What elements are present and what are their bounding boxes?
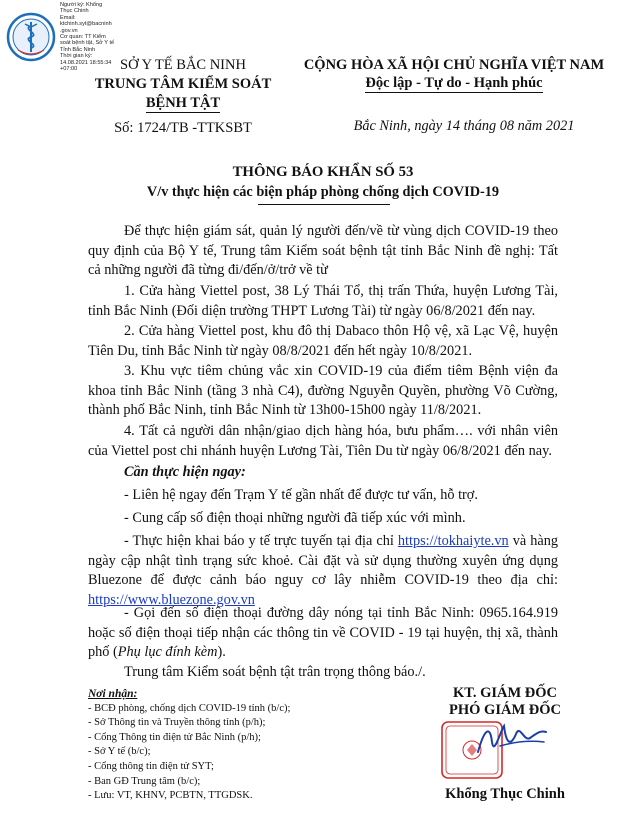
intro-paragraph: Để thực hiện giám sát, quản lý người đến/về từ vùng dịch COVID-19 theo quy định của Bộ Y tế, Trung tâm Kiểm soát bệnh tật tỉnh Bắc Ninh đề nghị: Tất cả những người đã từng đi/đến/ở/trở về từ xyxy=(88,223,558,278)
action-3: - Thực hiện khai báo y tế trực tuyến tại địa chỉ https://tokhaiyte.vn và hàng ngày cập nhật tình trạng sức khoẻ. Cài đặt và sử dụng thường xuyên ứng dụng Bluezone để được cảnh báo nguy cơ lây nhiễm COVID-19 theo địa chỉ: https://www.bluezone.gov.vn xyxy=(88,533,558,608)
org-name-line2: BỆNH TẬT xyxy=(145,95,221,111)
signature-line: Cơ quan: TT Kiểm xyxy=(60,34,106,41)
signer-role-1: KT. GIÁM ĐỐC xyxy=(452,685,558,701)
notice-title: THÔNG BÁO KHẨN SỐ 53 xyxy=(232,164,414,180)
signature-line: .gov.vn xyxy=(60,27,78,34)
national-motto: Độc lập - Tự do - Hạnh phúc xyxy=(365,75,543,91)
signature-line: Thời gian ký: xyxy=(60,53,93,60)
place-date: Bắc Ninh, ngày 14 tháng 08 năm 2021 xyxy=(353,118,575,134)
recipient-item: - Sở Y tế (b/c); xyxy=(88,746,151,758)
recipient-item: - Sở Thông tin và Truyền thông tỉnh (p/h); xyxy=(88,717,266,729)
org-name-line1: TRUNG TÂM KIỂM SOÁT xyxy=(94,76,272,92)
signature-line: +07:00 xyxy=(60,66,78,73)
bluezone-link[interactable]: https://www.bluezone.gov.vn xyxy=(88,591,255,608)
item-2: 2. Cửa hàng Viettel post, khu đô thị Dabaco thôn Hộ vệ, xã Lạc Vệ, huyện Tiên Du, tỉnh Bắc Ninh từ ngày 08/8/2021 đến hết ngày 10/8/2021. xyxy=(88,323,558,359)
closing-statement: Trung tâm Kiểm soát bệnh tật trân trọng thông báo./. xyxy=(124,664,426,680)
recipients-heading: Nơi nhận: xyxy=(88,688,138,700)
signature-line: Người ký: Khổng xyxy=(60,2,103,8)
signature-line: soát bệnh tật, Sở Y tế xyxy=(60,40,115,47)
signature-line: Email: xyxy=(60,14,76,21)
recipient-item: - Cổng thông tin điện tử SYT; xyxy=(88,760,214,772)
signer-role-2: PHÓ GIÁM ĐỐC xyxy=(449,702,561,718)
issuer-header xyxy=(88,56,278,113)
handwritten-signature-icon xyxy=(470,712,550,770)
item-3: 3. Khu vực tiêm chủng vắc xin COVID-19 của điểm tiêm Bệnh viện đa khoa tỉnh Bắc Ninh (tầng 3 nhà C4), đường Nguyễn Quyền, phường Võ Cường, thành phố Bắc Ninh, tỉnh Bắc Ninh từ 13h00-15h00 ngày 11/8/2021. xyxy=(88,363,558,418)
title-underline xyxy=(258,204,390,205)
action-2: - Cung cấp số điện thoại những người đã tiếp xúc với mình. xyxy=(124,510,466,526)
recipient-item: - Cổng Thông tin điện tử Bắc Ninh (p/h); xyxy=(88,731,261,743)
signature-line: ktchinh.syt@bacninh xyxy=(60,21,112,28)
item-4: 4. Tất cả người dân nhận/giao dịch hàng hóa, bưu phẩm…. với nhân viên của Viettel post chi nhánh huyện Lương Tài, Tiên Du từ ngày 06/8/2021 đến nay. xyxy=(88,423,558,459)
recipients-list xyxy=(88,687,388,804)
item-1: 1. Cửa hàng Viettel post, 38 Lý Thái Tổ, thị trấn Thứa, huyện Lương Tài, tỉnh Bắc Ninh (Đối diện trường THPT Lương Tài) từ ngày 06/8/2021 đến nay. xyxy=(88,283,558,319)
country-name: CỘNG HÒA XÃ HỘI CHỦ NGHĨA VIỆT NAM xyxy=(303,57,605,73)
signer-name: Khổng Thục Chinh xyxy=(445,786,565,802)
recipient-item: - Ban GĐ Trung tâm (b/c); xyxy=(88,775,201,787)
signature-line: 14.08.2021 18:55:34 xyxy=(60,59,112,66)
recipient-item: - Lưu: VT, KHNV, PCBTN, TTGDSK. xyxy=(88,790,253,802)
tokhaiyte-link[interactable]: https://tokhaiyte.vn xyxy=(397,533,509,549)
action-heading: Cần thực hiện ngay: xyxy=(124,464,246,480)
agency-name: SỞ Y TẾ BẮC NINH xyxy=(120,57,246,73)
notice-subject: V/v thực hiện các biện pháp phòng chống dịch COVID-19 xyxy=(146,184,500,200)
action-1: - Liên hệ ngay đến Trạm Y tế gần nhất để được tư vấn, hỗ trợ. xyxy=(124,487,478,503)
caduceus-logo-icon xyxy=(6,12,56,62)
signature-line: Thục Chinh xyxy=(60,8,89,15)
action-4: - Gọi đến số điện thoại đường dây nóng tại tỉnh Bắc Ninh: 0965.164.919 hoặc số điện thoại tiếp nhận các thông tin về COVID - 19 tại huyện, thị xã, thành phố (Phụ lục đính kèm). xyxy=(88,605,558,660)
signature-line: Tỉnh Bắc Ninh xyxy=(60,46,96,53)
doc-number: Số: 1724/TB -TTKSBT xyxy=(114,120,252,136)
recipient-item: - BCĐ phòng, chống dịch COVID-19 tỉnh (b/c); xyxy=(88,702,291,714)
